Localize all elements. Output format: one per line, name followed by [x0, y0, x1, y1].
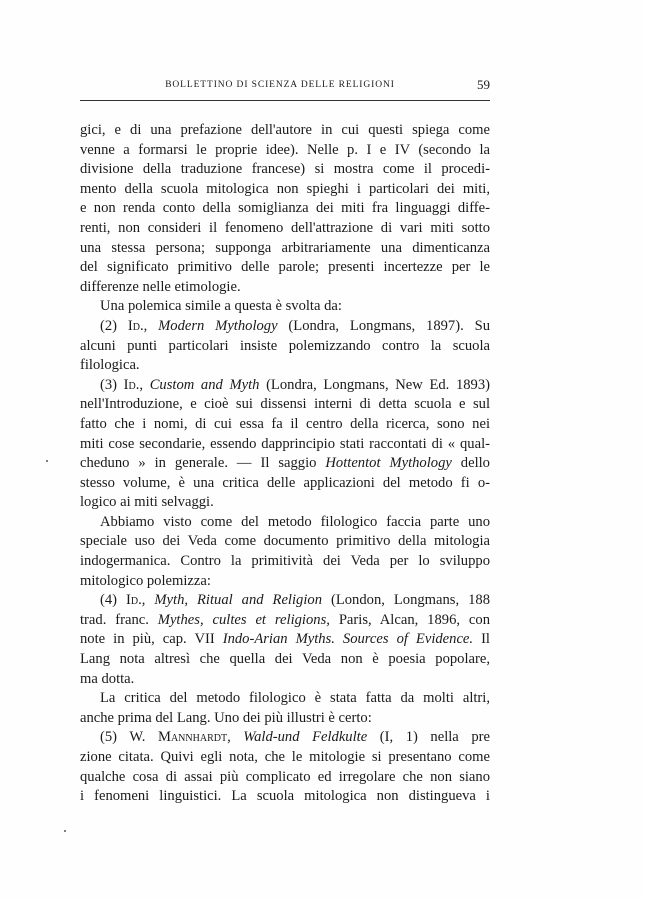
page-number: 59 — [477, 77, 490, 92]
text-line — [80, 611, 490, 631]
text-line — [80, 493, 490, 513]
text-line — [80, 572, 490, 592]
text-run: cheduno » in generale. — Il saggio — [80, 455, 326, 472]
text-line — [80, 278, 490, 298]
text-line — [80, 121, 490, 141]
small-caps-text: Id. — [126, 592, 142, 609]
italic-title: Mythes, cultes et religions, — [157, 611, 330, 628]
small-caps-text: Mannhardt — [157, 729, 228, 746]
text-run: (3) — [100, 376, 124, 393]
text-run: speciale uso dei Veda come documento primitivo della mitologia — [80, 533, 490, 550]
italic-title: Hottentot Mythology — [325, 455, 452, 472]
text-run: filologica. — [80, 357, 140, 374]
text-run: differenze nelle etimologie. — [80, 278, 241, 295]
italic-title: Custom and Myth — [149, 376, 260, 393]
text-run: (Londra, Longmans, 1897). Su — [277, 317, 490, 334]
body-text — [80, 121, 490, 807]
text-line — [80, 689, 490, 709]
text-run: e non renda conto della somiglianza dei miti fra linguaggi diffe- — [80, 200, 490, 217]
text-run: Una polemica simile a questa è svolta da: — [100, 298, 342, 315]
text-line — [80, 180, 490, 200]
text-line — [80, 748, 490, 768]
text-run: La critica del metodo filologico è stata fatta da molti altri, — [100, 690, 490, 707]
text-run: , — [141, 592, 155, 609]
margin-speck — [46, 460, 48, 462]
text-line — [80, 728, 490, 748]
text-line — [80, 160, 490, 180]
text-run: logico ai miti selvaggi. — [80, 494, 214, 511]
text-run: Lang nota altresì che quella dei Veda non è poesia popolare, — [80, 651, 490, 668]
text-run: qualche cosa di assai più complicato ed irregolare che non siano — [80, 768, 490, 785]
text-run: zione citata. Quivi egli nota, che le mitologie si presentano come — [80, 749, 490, 765]
text-line — [80, 337, 490, 357]
text-run: renti, non consideri il fenomeno dell'attrazione di vari miti sotto — [80, 219, 490, 236]
text-run: del significato primitivo delle parole; presenti incertezze per le — [80, 259, 490, 276]
text-run: (2) — [100, 317, 128, 334]
text-line — [80, 787, 490, 807]
text-run: miti cose secondarie, essendo dapprincipio stati raccontati di « qual- — [80, 435, 490, 452]
text-line — [80, 356, 490, 376]
text-run: i fenomeni linguistici. La scuola mitologica non distingueva i — [80, 788, 490, 805]
text-line — [80, 239, 490, 259]
italic-title: Wald-und Feldkulte — [243, 729, 368, 746]
text-run: , — [139, 376, 150, 393]
text-line — [80, 670, 490, 690]
text-line — [80, 768, 490, 788]
text-line — [80, 258, 490, 278]
italic-title: Indo-Arian Myths. Sources of Evidence. — [222, 631, 474, 648]
text-line — [80, 630, 490, 650]
text-run: Il — [473, 631, 490, 648]
text-run: (5) W. — [100, 729, 158, 746]
text-line — [80, 317, 490, 337]
text-line — [80, 415, 490, 435]
text-line — [80, 513, 490, 533]
text-run: anche prima del Lang. Uno dei più illustri è certo: — [80, 709, 372, 726]
running-title: BOLLETTINO DI SCIENZA DELLE RELIGIONI — [165, 80, 395, 90]
text-run: Abbiamo visto come del metodo filologico faccia parte uno — [100, 513, 490, 530]
margin-speck — [64, 830, 66, 832]
text-run: stesso volume, è una critica delle applicazioni del metodo fi o- — [80, 474, 490, 491]
text-line — [80, 474, 490, 494]
text-line — [80, 219, 490, 239]
text-line — [80, 532, 490, 552]
text-run: (4) — [100, 592, 127, 609]
text-line — [80, 199, 490, 219]
text-run: , — [227, 729, 244, 746]
text-line — [80, 709, 490, 729]
text-run: gici, e di una prefazione dell'autore in cui questi spiega come — [80, 122, 490, 138]
italic-title: Myth, Ritual and Religion — [154, 592, 322, 609]
small-caps-text: Id. — [127, 317, 144, 334]
text-run: note in più, cap. VII — [80, 631, 223, 648]
text-run: Paris, Alcan, 1896, con — [329, 611, 490, 628]
text-line — [80, 376, 490, 396]
text-run: (London, Longmans, 188 — [322, 592, 491, 609]
text-run: mento della scuola mitologica non spieghi i particolari dei miti, — [80, 180, 490, 197]
text-line — [80, 297, 490, 317]
text-run: , — [143, 317, 159, 334]
text-line — [80, 141, 490, 161]
text-line — [80, 454, 490, 474]
text-run: una stessa persona; supponga arbitrariamente una dimenticanza — [80, 239, 490, 256]
text-run: divisione della traduzione francese) si mostra come il procedi- — [80, 161, 490, 178]
text-run: fatto che i nomi, di cui essa fa il centro della ricerca, sono nei — [80, 415, 490, 432]
text-run: (I, 1) nella pre — [367, 729, 490, 746]
text-line — [80, 650, 490, 670]
text-run: nell'Introduzione, e cioè sui dissensi interni di detta scuola e sul — [80, 396, 490, 413]
text-run: mitologico polemizza: — [80, 572, 211, 589]
text-run: venne a formarsi le proprie idee). Nelle p. I e IV (secondo la — [80, 141, 490, 158]
text-run: (Londra, Longmans, New Ed. 1893) — [259, 376, 490, 393]
text-run: dello — [451, 455, 490, 472]
text-run: indogermanica. Contro la primitività dei Veda per lo sviluppo — [80, 553, 490, 570]
text-run: ma dotta. — [80, 670, 135, 687]
text-line — [80, 395, 490, 415]
small-caps-text: Id. — [123, 376, 140, 393]
text-run: alcuni punti particolari insiste polemizzando contro la scuola — [80, 337, 490, 354]
text-line — [80, 435, 490, 455]
text-line — [80, 552, 490, 572]
text-run: trad. franc. — [80, 611, 158, 628]
running-header — [80, 74, 490, 96]
text-line — [80, 591, 490, 611]
header-rule — [80, 100, 490, 101]
italic-title: Modern Mythology — [158, 317, 278, 334]
